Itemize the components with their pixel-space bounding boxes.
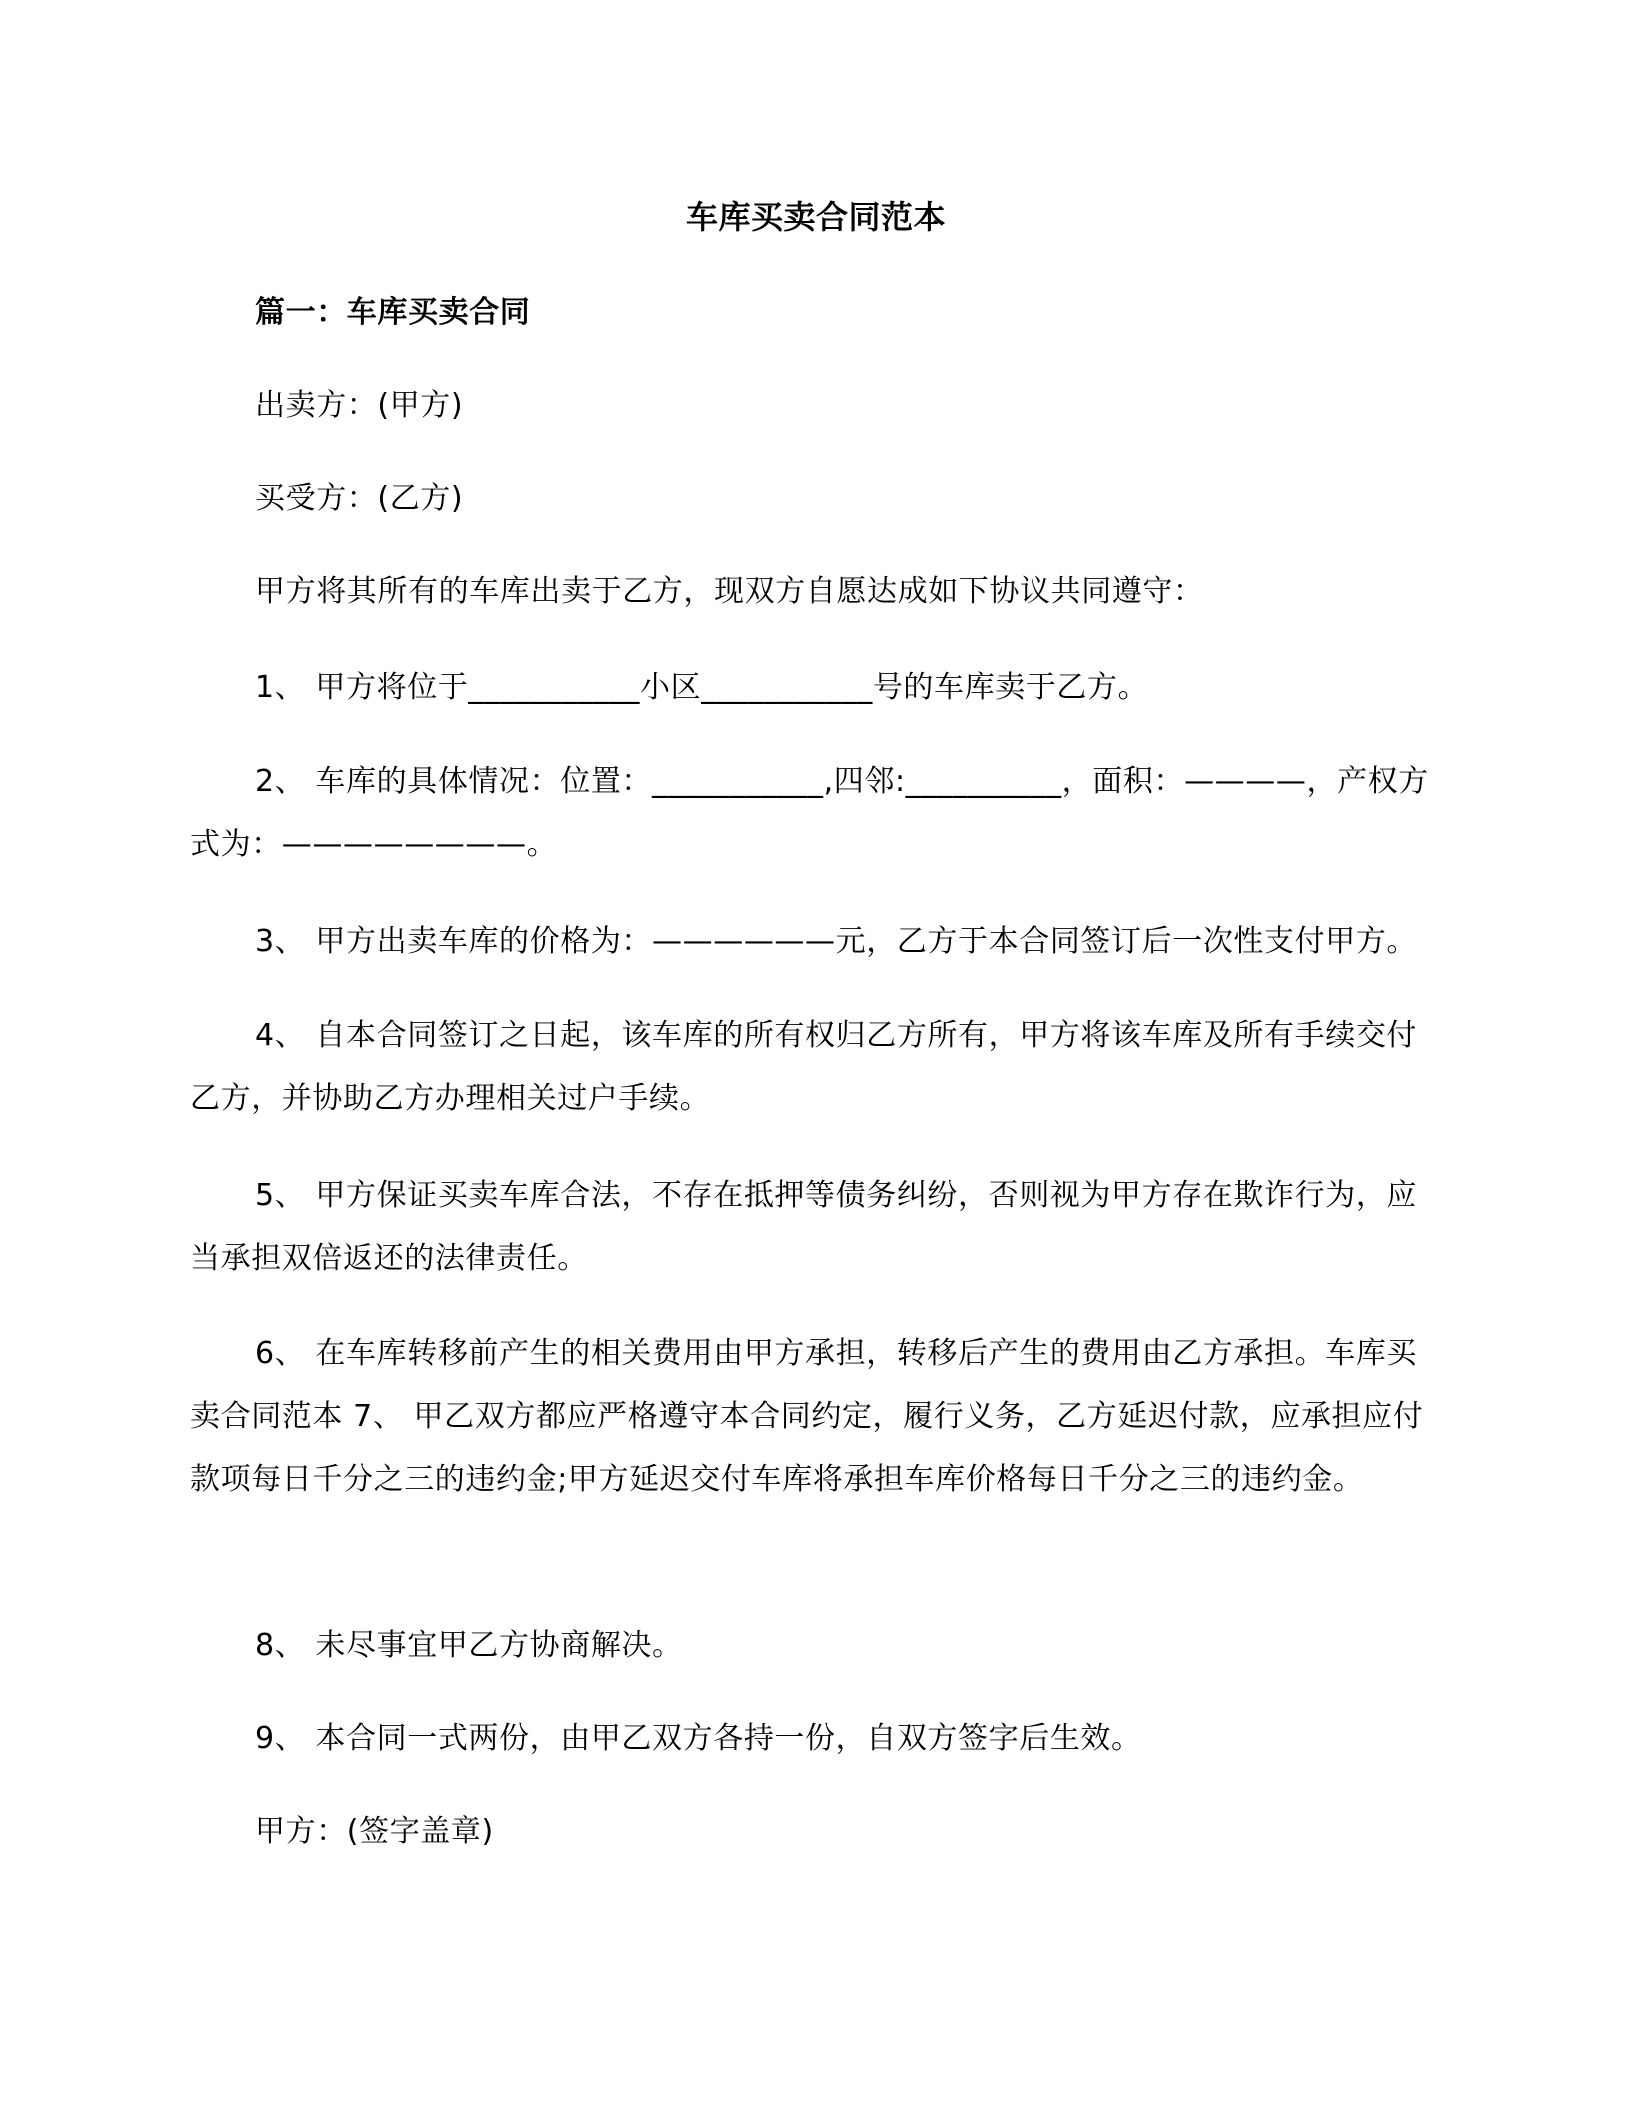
clause-5: 5、 甲方保证买卖车库合法，不存在抵押等债务纠纷，否则视为甲方存在欺诈行为，应当承担双倍返还的法律责任。: [190, 1178, 1418, 1276]
clause-8: 8、 未尽事宜甲乙方协商解决。: [255, 1628, 683, 1663]
clause-9: 9、 本合同一式两份，由甲乙双方各持一份，自双方签字后生效。: [255, 1721, 1142, 1756]
clause-6-7: 6、 在车库转移前产生的相关费用由甲方承担，转移后产生的费用由乙方承担。车库买卖合同范本 7、 甲乙双方都应严格遵守本合同约定，履行义务，乙方延迟付款，应承担应付款项每日千分之三的违约金;甲方延迟交付车库将承担车库价格每日千分之三的违约金。: [190, 1336, 1424, 1497]
clause-2: 2、 车库的具体情况：位置：___________,四邻:__________，面积：————，产权方式为：————————。: [190, 764, 1429, 862]
document-title: 车库买卖合同范本: [685, 198, 946, 236]
party-a-signature-line: 甲方：(签字盖章): [255, 1814, 494, 1849]
clause-4: 4、 自本合同签订之日起，该车库的所有权归乙方所有，甲方将该车库及所有手续交付乙方，并协助乙方办理相关过户手续。: [190, 1018, 1418, 1116]
buyer-line: 买受方：(乙方): [255, 481, 464, 516]
clause-3: 3、 甲方出卖车库的价格为：——————元，乙方于本合同签订后一次性支付甲方。: [255, 924, 1418, 959]
section-heading: 篇一：车库买卖合同: [255, 295, 531, 330]
seller-line: 出卖方：(甲方): [255, 388, 464, 423]
clause-1: 1、 甲方将位于___________小区___________号的车库卖于乙方。: [255, 670, 1149, 705]
intro-paragraph: 甲方将其所有的车库出卖于乙方，现双方自愿达成如下协议共同遵守：: [255, 574, 1204, 609]
